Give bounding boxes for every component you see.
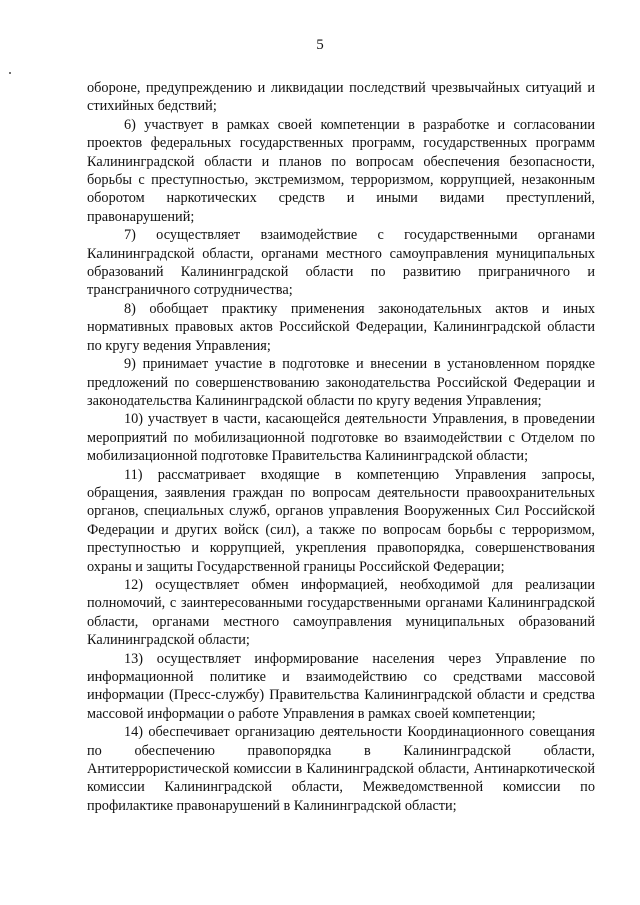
paragraph-item-14: 14) обеспечивает организацию деятельности Координационного совещания по обеспечению правопорядка в Калининградской области, Антитеррористической комиссии в Калининградской области, Антинаркотической комиссии Калининградской области, Межведомственной комиссии по профилактике правонарушений в Калининградской области; [87,724,595,814]
page-number: 5 [316,37,324,53]
paragraph-item-13: 13) осуществляет информирование населения через Управление по информационной политике и взаимодействию со средствами массовой информации (Пресс-службу) Правительства Калининградской области и средства массовой информации о работе Управления в рамках своей компетенции; [87,650,595,722]
paragraph-item-10: 10) участвует в части, касающейся деятельности Управления, в проведении мероприятий по мобилизационной подготовке во взаимодействии с Отделом по мобилизационной подготовке Правительства Калининградской области; [87,411,595,465]
paragraph-item-9: 9) принимает участие в подготовке и внесении в установленном порядке предложений по совершенствованию законодательства Российской Федерации и законодательства Калининградской области по кругу ведения Управления; [87,356,595,409]
paragraph-item-7: 7) осуществляет взаимодействие с государственными органами Калининградской области, органами местного самоуправления муниципальных образований Калининградской области по развитию приграничного и трансграничного сотрудничества; [87,227,595,299]
paragraph-item-12: 12) осуществляет обмен информацией, необходимой для реализации полномочий, с заинтересованными государственными органами Калининградской области, органами местного самоуправления муниципальных образований Калининградской области; [87,576,595,649]
paragraph-item-11: 11) рассматривает входящие в компетенцию Управления запросы, обращения, заявления граждан по вопросам деятельности правоохранительных органов, специальных служб, органов управления Вооруженных Сил Российской Федерации и других войск (сил), а также по вопросам борьбы с терроризмом, преступностью и коррупцией, укрепления правопорядка, совершенствования охраны и защиты Государственной границы Российской Федерации; [87,466,595,575]
scan-artifact-dot [9,72,11,74]
paragraph-item-8: 8) обобщает практику применения законодательных актов и иных нормативных правовых актов Российской Федерации, Калининградской области по кругу ведения Управления; [87,300,595,354]
paragraph-continuation: обороне, предупреждению и ликвидации последствий чрезвычайных ситуаций и стихийных бедствий; [87,80,595,115]
document-body [87,79,595,815]
paragraph-item-6: 6) участвует в рамках своей компетенции в разработке и согласовании проектов федеральных государственных программ, государственных программ Калининградской области и планов по вопросам обеспечения безопасности, борьбы с преступностью, экстремизмом, терроризмом, коррупцией, незаконным оборотом наркотических средств и иными видами преступлений, правонарушений; [87,116,595,225]
